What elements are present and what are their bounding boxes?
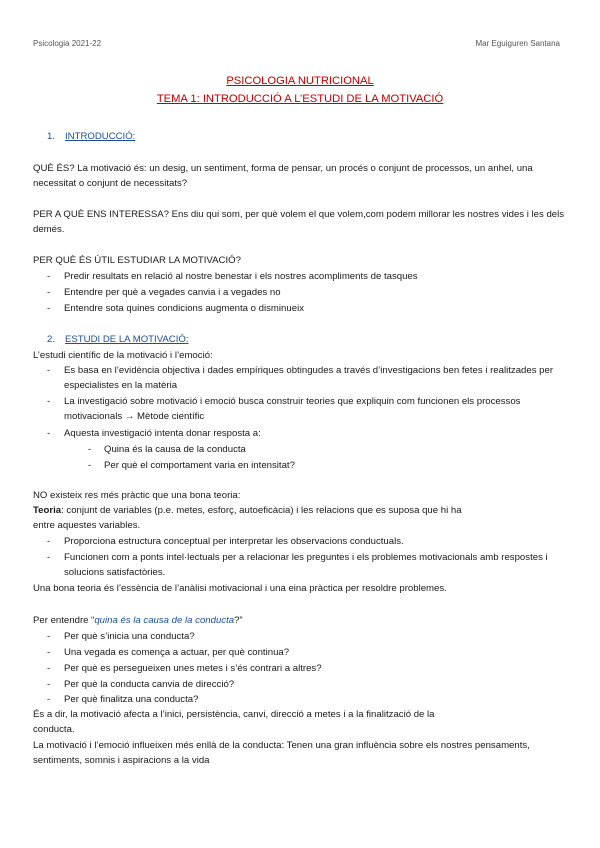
list-item: Predir resultats en relació al nostre benestar i els nostres acompliments de tasques <box>64 271 418 282</box>
title-block <box>0 74 600 107</box>
sub-list-item: Quina és la causa de la conducta <box>104 444 246 455</box>
section-2-heading: 2. ESTUDI DE LA MOTIVACIÓ: <box>47 334 189 345</box>
list-item: Per què la conducta canvia de direcció? <box>64 679 235 690</box>
bullet-dash: - <box>47 287 51 298</box>
bullet-dash: - <box>47 536 51 547</box>
sub-list-item: Per què el comportament varia en intensitat? <box>104 460 295 471</box>
paragraph-es-a-dir-line-2: conducta. <box>33 724 75 735</box>
list-item: Entendre sota quines condicions augmenta o disminueix <box>64 303 304 314</box>
paragraph-estudi-intro: L’estudi científic de la motivació i l’emoció: <box>33 350 213 361</box>
document-subtitle: TEMA 1: INTRODUCCIÓ A L’ESTUDI DE LA MOTIVACIÓ <box>156 93 444 105</box>
causa-conducta-emphasis: quina és la causa de la conducta <box>94 615 235 626</box>
bullet-dash: - <box>47 694 51 705</box>
paragraph-bona-teoria: Una bona teoria és l’essència de l’anàlisi motivacional i una eina pràctica per resoldre problemes. <box>33 583 447 594</box>
paragraph-no-existeix: NO existeix res més pràctic que una bona teoria: <box>33 490 241 501</box>
paragraph-interessa: PER A QUÈ ENS INTERESSA? Ens diu qui som, per què volem el que volem,com podem millorar les nostres vides i les dels demés. <box>33 209 565 235</box>
bullet-dash: - <box>47 647 51 658</box>
list-item: Per què es persegueixen unes metes i s’és contrari a altres? <box>64 663 322 674</box>
teoria-term: Teoria <box>33 505 62 516</box>
header-author: Mar Eguiguren Santana <box>475 39 560 48</box>
paragraph-util-heading: PER QUÈ ÉS ÚTIL ESTUDIAR LA MOTIVACIÓ? <box>33 255 241 266</box>
bullet-dash: - <box>47 679 51 690</box>
sub-bullet-dash: - <box>88 444 92 455</box>
bullet-dash: - <box>47 663 51 674</box>
paragraph-teoria-line-1 <box>33 503 568 518</box>
sub-bullet-dash: - <box>88 460 92 471</box>
paragraph-es-a-dir-line-1: És a dir, la motivació afecta a l’inici, persistència, canvi, direcció a metes i a la finalització de la <box>33 709 435 720</box>
paragraph-closing: La motivació i l’emoció influeixen més enllà de la conducta: Tenen una gran influència sobre els nostres pensaments, sentiments, somnis i aspiracions a la vida <box>33 740 530 766</box>
bullet-dash: - <box>47 271 51 282</box>
paragraph-per-entendre: Per entendre “quina és la causa de la conducta?” <box>33 615 243 626</box>
paragraph-teoria-line-2: entre aquestes variables. <box>33 520 141 531</box>
header-course: Psicologia 2021-22 <box>33 39 102 48</box>
bullet-dash: - <box>47 552 51 563</box>
list-item: Entendre per què a vegades canvia i a vegades no <box>64 287 281 298</box>
list-item: Per què finalitza una conducta? <box>64 694 199 705</box>
section-1-heading: 1. INTRODUCCIÓ: <box>47 131 136 142</box>
list-item: Una vegada es comença a actuar, per què continua? <box>64 647 290 658</box>
teoria-definition: : conjunt de variables (p.e. metes, esforç, autoeficàcia) i les relacions que es suposa que hi ha <box>61 505 462 516</box>
document-title: PSICOLOGIA NUTRICIONAL <box>226 75 374 87</box>
list-item: Es basa en l’evidència objectiva i dades empíriques obtingudes a través d’investigacions ben fetes i realitzades per especialistes en la matèria <box>64 365 554 391</box>
bullet-dash: - <box>47 428 51 439</box>
paragraph-que-es: QUÈ ÉS? La motivació és: un desig, un sentiment, forma de pensar, un procés o conjunt de processos, un anhel, una necessitat o conjunt de necessitats? <box>33 163 533 189</box>
bullet-dash: - <box>47 396 51 407</box>
list-item: Proporciona estructura conceptual per interpretar les observacions conductuals. <box>64 536 404 547</box>
list-item: Per què s’inicia una conducta? <box>64 631 195 642</box>
bullet-dash: - <box>47 303 51 314</box>
list-item: La investigació sobre motivació i emoció busca construir teories que expliquin com funcionen els processos motivacionals → Mètode científic <box>64 396 521 422</box>
list-item: Aquesta investigació intenta donar resposta a: <box>64 428 261 439</box>
bullet-dash: - <box>47 365 51 376</box>
bullet-dash: - <box>47 631 51 642</box>
list-item: Funcionen com a ponts intel·lectuals per a relacionar les preguntes i els problemes motivacionals amb respostes i solucions satisfactòries. <box>64 552 548 578</box>
